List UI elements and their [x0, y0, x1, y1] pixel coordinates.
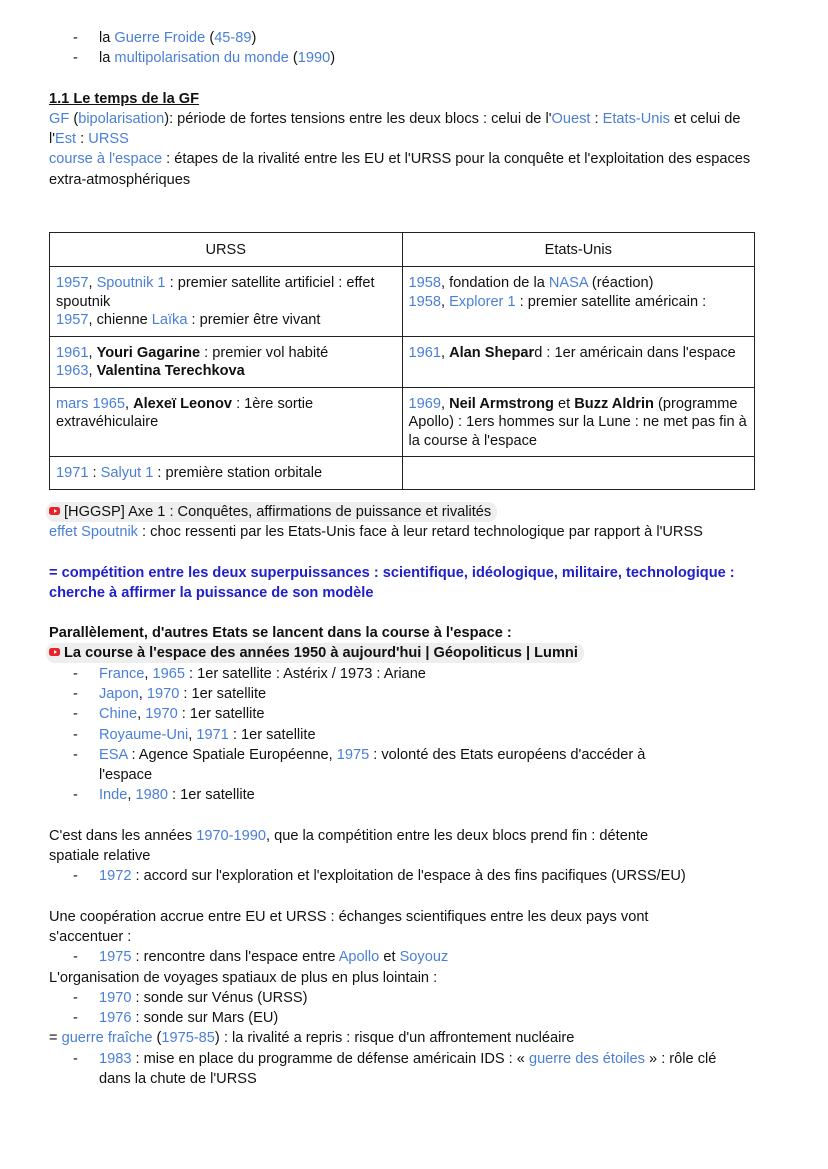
term: Laïka [151, 312, 188, 329]
table-cell [402, 387, 755, 456]
year: 1957 [56, 275, 89, 292]
table-cell [50, 336, 403, 387]
years: 1990 [297, 50, 331, 67]
text: : premier être vivant [187, 312, 321, 329]
term: NASA [548, 275, 588, 292]
guerre-fraiche-paragraph [49, 1028, 759, 1048]
table-cell [50, 387, 403, 456]
term-apollo: Apollo [338, 949, 380, 966]
country: Inde [99, 787, 128, 804]
person-name: Neil Armstrong [449, 395, 554, 412]
term: Salyut 1 [100, 464, 154, 481]
table-cell-empty [402, 456, 755, 489]
year: 1957 [56, 312, 89, 329]
voyages-paragraph: L'organisation de voyages spatiaux de plus en plus lointain : [49, 969, 438, 986]
year: 1971 [196, 726, 229, 743]
year: 1976 [99, 1010, 132, 1027]
term-course-espace: course à l'espace [49, 151, 163, 168]
text: : [88, 464, 101, 481]
text: ): période de fortes tensions entre les deux blocs : celui de l' [164, 110, 552, 127]
list-item [99, 947, 759, 967]
text: : 1er américain dans l'espace [542, 344, 736, 361]
competition-summary: = compétition entre les deux superpuissances : scientifique, idéologique, militaire, technologique : cherche à affirmer la puissance de son modèle [49, 564, 735, 601]
video-link-label[interactable]: La course à l'espace des années 1950 à aujourd'hui | Géopoliticus | Lumni [64, 645, 578, 662]
youtube-icon [49, 648, 60, 656]
text: : sonde sur Mars (EU) [131, 1010, 279, 1027]
other-states-list [49, 664, 759, 806]
list-item: - Japon, 1970 : 1er satellite [99, 684, 759, 704]
text: : premier satellite américain : [515, 293, 707, 310]
list-item [99, 28, 759, 48]
text: : [590, 110, 603, 127]
video-link-label[interactable]: [HGGSP] Axe 1 : Conquêtes, affirmations de puissance et rivalités [64, 503, 492, 520]
text: , [88, 275, 97, 292]
term-guerre-froide: Guerre Froide [114, 30, 206, 46]
person-name: Alexeï Leonov [133, 395, 233, 412]
year: 1970 [145, 706, 178, 723]
table-cell [402, 336, 755, 387]
year: 1980 [135, 787, 168, 804]
year: 1970 [146, 686, 180, 702]
text: ( [152, 1030, 162, 1047]
text: la [99, 50, 115, 67]
year: 1958 [408, 275, 441, 292]
list-item [99, 1008, 759, 1028]
text: ) [251, 30, 257, 46]
column-header-usa: Etats-Unis [402, 233, 755, 267]
term-bipolarisation: bipolarisation [78, 110, 165, 127]
year: 1961 [56, 344, 89, 361]
text: : 1er satellite : Astérix / 1973 : Ariane [185, 665, 426, 682]
years: 1970-1990 [196, 827, 266, 844]
term: Spoutnik 1 [96, 275, 166, 292]
list-item [99, 1049, 759, 1090]
video-link-chip-lumni[interactable] [46, 643, 584, 663]
text: : [76, 131, 89, 148]
text: : 1er satellite [228, 726, 316, 743]
guerre-fraiche-list [49, 1049, 759, 1090]
person-name: Youri Gagarine [96, 344, 201, 361]
term-multipolarisation: multipolarisation du monde [114, 50, 289, 67]
table-cell [402, 267, 755, 336]
text: ) : la rivalité a repris : risque d'un affrontement nucléaire [214, 1030, 575, 1047]
term-urss: URSS [88, 131, 129, 148]
text: » : rôle clé dans la chute de l'URSS [99, 1050, 717, 1088]
year: 1971 [56, 464, 89, 481]
others-heading: Parallèlement, d'autres Etats se lancent dans la course à l'espace : [49, 625, 512, 642]
list-item: - Inde, 1980 : 1er satellite [99, 785, 759, 805]
text: : sonde sur Vénus (URSS) [131, 989, 308, 1006]
text: , [440, 395, 450, 412]
agency: ESA [99, 746, 128, 763]
year: 1975 [99, 949, 132, 966]
text: : premier satellite artificiel : effet spoutnik [56, 275, 375, 310]
country: Japon [99, 686, 139, 702]
table-row [50, 456, 755, 489]
term-gf: GF [49, 110, 70, 127]
video-link-chip-hggsp[interactable] [46, 502, 497, 522]
text: , [88, 363, 97, 380]
text: , [440, 293, 450, 310]
term: Explorer 1 [449, 293, 516, 310]
comparison-table [49, 232, 755, 490]
country: France [99, 665, 145, 682]
year: 1965 [152, 665, 185, 682]
text: ( [288, 50, 298, 67]
document-page [49, 28, 759, 1089]
text: , que la compétition entre les deux blocs prend fin : détente spatiale relative [49, 827, 649, 865]
list-item [99, 988, 759, 1008]
year: 1970 [99, 989, 132, 1006]
text: ( [69, 110, 79, 127]
text: la [99, 30, 115, 46]
table-row [50, 267, 755, 336]
text: (programme Apollo) : 1ers hommes sur la Lune : ne met pas fin à la course à l'espace [408, 395, 747, 449]
list-item: - Royaume-Uni, 1971 : 1er satellite [99, 725, 759, 745]
text: et [553, 395, 575, 412]
text: , [88, 344, 97, 361]
text: : premier vol habité [200, 344, 329, 361]
term-guerre-fraiche: guerre fraîche [61, 1030, 153, 1047]
years: 45-89 [214, 30, 252, 46]
table-cell [50, 456, 403, 489]
course-definition [49, 149, 759, 190]
table-row [50, 336, 755, 387]
year: 1963 [56, 363, 89, 380]
text: : 1er satellite [167, 787, 255, 804]
list-item: - France, 1965 : 1er satellite : Astérix / 1973 : Ariane [99, 664, 759, 684]
text: : Agence Spatiale Européenne, [127, 746, 337, 763]
text: : choc ressenti par les Etats-Unis face à leur retard technologique par rapport à l'URSS [137, 524, 703, 541]
person-name: Alan Shepar [449, 344, 535, 361]
text: : 1ère sortie extravéhiculaire [56, 395, 314, 431]
text: : 1er satellite [177, 706, 265, 723]
intro-list [49, 28, 759, 69]
detente-paragraph [49, 826, 759, 867]
text: ) [330, 50, 336, 67]
text: = [49, 1030, 62, 1047]
text: d [534, 344, 543, 361]
year: 1961 [408, 344, 441, 361]
year: 1958 [408, 293, 441, 310]
text: : étapes de la rivalité entre les EU et l'URSS pour la conquête et l'exploitation des espaces extra-atmosphériques [49, 151, 751, 188]
text: C'est dans les années [49, 827, 197, 844]
text: : première station orbitale [153, 464, 323, 481]
gf-definition [49, 109, 759, 150]
cooperation-list [49, 947, 759, 967]
text: : mise en place du programme de défense américain IDS : « [131, 1050, 529, 1067]
text: : rencontre dans l'espace entre [131, 949, 339, 966]
text: , chienne [88, 312, 152, 329]
text: ( [205, 30, 215, 46]
text: et celui de l' [49, 110, 741, 148]
year: mars 1965 [56, 395, 125, 412]
table-cell [50, 267, 403, 336]
person-name: Buzz Aldrin [574, 395, 654, 412]
year: 1969 [408, 395, 441, 412]
text: (réaction) [587, 275, 654, 292]
column-header-urss: URSS [50, 233, 403, 267]
country: Royaume-Uni [99, 726, 189, 743]
cooperation-paragraph: Une coopération accrue entre EU et URSS : échanges scientifiques entre les deux pays vont s'accentuer : [49, 908, 649, 945]
section-heading: 1.1 Le temps de la GF [49, 90, 200, 107]
term-effet-spoutnik: effet Spoutnik [49, 524, 138, 541]
text: , fondation de la [440, 275, 549, 292]
list-item: - Chine, 1970 : 1er satellite [99, 704, 759, 724]
person-name: Valentina Terechkova [96, 363, 245, 380]
text: : accord sur l'exploration et l'exploitation de l'espace à des fins pacifiques (URSS/EU) [131, 868, 686, 885]
term-guerre-des-etoiles: guerre des étoiles [528, 1050, 645, 1067]
text: , [440, 344, 450, 361]
year: 1972 [99, 868, 132, 885]
youtube-icon [49, 507, 60, 515]
term-etats-unis: Etats-Unis [602, 110, 670, 127]
year: 1975 [336, 746, 370, 763]
detente-list [49, 866, 759, 886]
text: : 1er satellite [179, 686, 267, 702]
years: 1975-85 [161, 1030, 215, 1047]
list-item [99, 745, 759, 786]
term-ouest: Ouest [551, 110, 591, 127]
text: , [124, 395, 134, 412]
list-item [99, 48, 759, 68]
spoutnik-definition [49, 522, 759, 542]
table-header-row [50, 233, 755, 267]
text: et [379, 949, 400, 966]
country: Chine [99, 706, 138, 723]
list-item [99, 866, 759, 886]
text: : volonté des Etats européens d'accéder à l'espace [99, 746, 646, 784]
table-row [50, 387, 755, 456]
term-est: Est [55, 131, 77, 148]
year: 1983 [99, 1050, 132, 1067]
term-soyouz: Soyouz [399, 949, 449, 966]
voyages-list [49, 988, 759, 1029]
